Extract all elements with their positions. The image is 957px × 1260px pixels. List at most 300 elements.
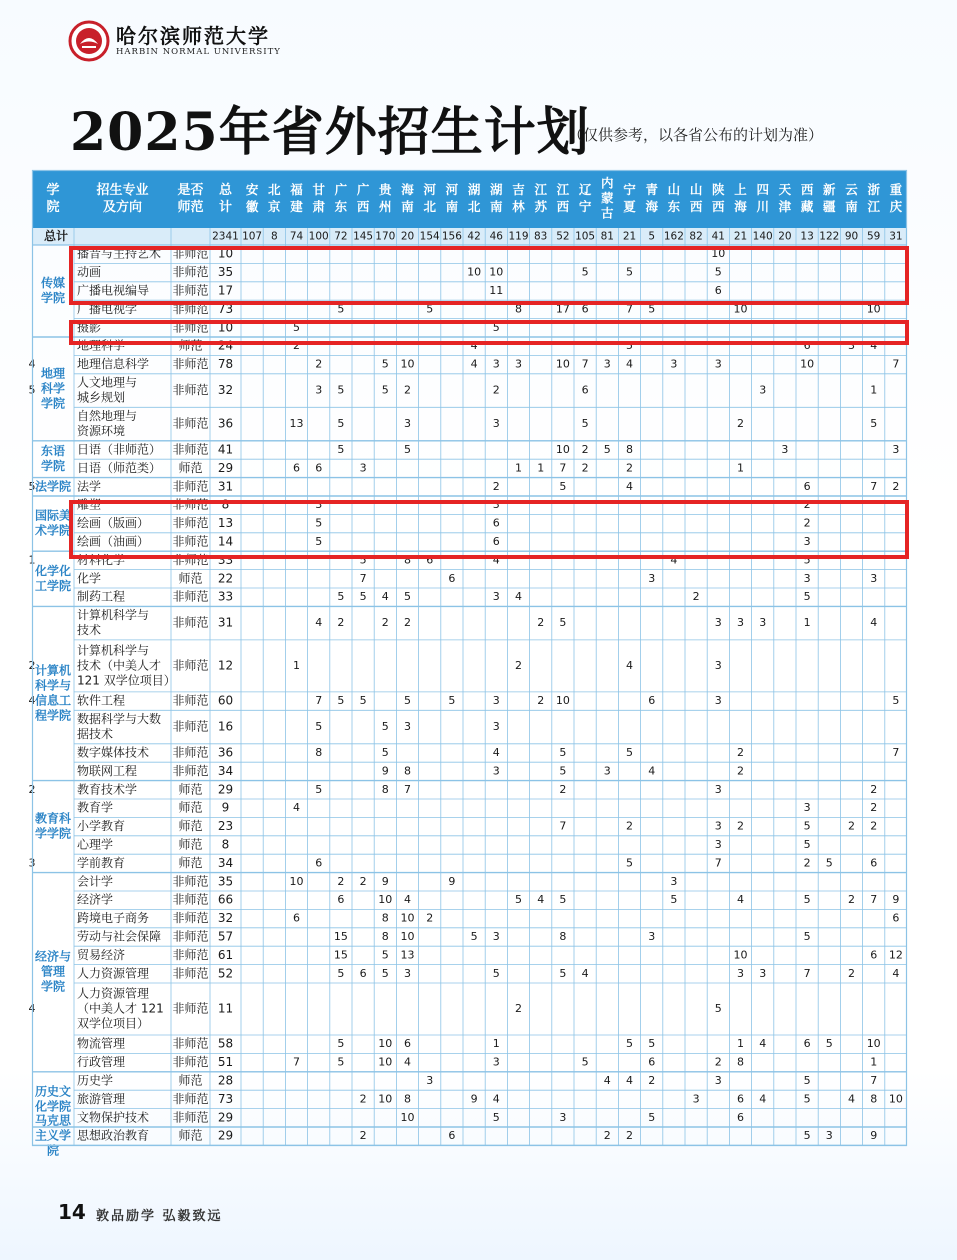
province-cell: 9 — [870, 1129, 878, 1143]
province-cell: 3 — [492, 590, 500, 604]
total-cell: 105 — [575, 230, 596, 243]
province-cell: 3 — [737, 616, 744, 630]
total-cell: 145 — [353, 230, 374, 243]
row-total: 66 — [217, 892, 234, 907]
province-cell: 3 — [492, 930, 500, 943]
major-name: 小学教育 — [77, 819, 126, 834]
province-cell: 5 — [626, 746, 633, 759]
province-cell: 7 — [892, 746, 900, 759]
province-cell: 4 — [315, 616, 323, 630]
province-cell: 7 — [803, 966, 811, 980]
province-cell: 8 — [737, 1055, 744, 1069]
column-header: 广 — [334, 182, 348, 197]
row-total: 36 — [217, 745, 234, 760]
major-name: 摄影 — [77, 320, 102, 335]
column-header: 陕 — [712, 182, 725, 197]
normal-type: 非师范 — [172, 320, 209, 335]
province-cell: 10 — [378, 1092, 393, 1106]
row-total: 16 — [217, 719, 234, 734]
major-name: 计算机科学与 — [77, 608, 150, 623]
row-total: 12 — [217, 658, 234, 673]
province-cell: 3 — [714, 1074, 722, 1087]
college-name: 东语 — [40, 444, 66, 459]
province-cell: 3 — [714, 616, 722, 630]
province-cell: 3 — [825, 1129, 833, 1143]
province-cell: 5 — [28, 479, 36, 493]
province-cell: 2 — [737, 764, 744, 778]
province-cell: 3 — [492, 720, 500, 734]
normal-type: 非师范 — [172, 552, 209, 567]
province-cell: 6 — [293, 461, 300, 475]
province-cell: 4 — [648, 764, 656, 778]
college-name: 化学化 — [34, 563, 72, 578]
province-cell: 5 — [492, 320, 500, 334]
normal-type: 非师范 — [172, 892, 209, 907]
column-header: 贵 — [379, 182, 392, 197]
total-cell: 100 — [308, 230, 329, 243]
major-name: 广播电视学 — [77, 301, 138, 316]
province-cell: 8 — [315, 746, 323, 759]
province-cell: 9 — [381, 764, 389, 778]
province-cell: 3 — [670, 357, 678, 371]
province-cell: 3 — [492, 1055, 500, 1069]
normal-type: 非师范 — [172, 265, 209, 280]
total-cell: 81 — [600, 230, 614, 243]
province-cell: 5 — [581, 265, 589, 279]
province-cell: 6 — [803, 479, 811, 493]
province-cell: 5 — [803, 1092, 811, 1106]
province-cell: 9 — [892, 893, 900, 907]
province-cell: 5 — [825, 1037, 833, 1051]
college-name: 科学与 — [34, 678, 72, 693]
province-cell: 2 — [426, 911, 434, 925]
column-header: 夏 — [623, 199, 636, 214]
normal-type: 师范 — [178, 571, 203, 586]
province-cell: 7 — [293, 1055, 300, 1069]
total-cell: 52 — [556, 230, 570, 243]
normal-type: 师范 — [178, 800, 203, 815]
column-header: 庆 — [889, 199, 903, 214]
column-header: 宁 — [623, 182, 636, 197]
column-header: 计 — [218, 200, 233, 215]
province-cell: 4 — [404, 1055, 411, 1069]
province-cell: 7 — [359, 571, 367, 585]
province-cell: 5 — [803, 553, 811, 567]
province-cell: 4 — [470, 339, 478, 353]
major-name: 121 双学位项目） — [77, 673, 176, 688]
province-cell: 3 — [803, 571, 811, 585]
row-total: 17 — [217, 283, 234, 298]
total-cell: 31 — [889, 230, 903, 243]
province-cell: 5 — [714, 265, 722, 279]
province-cell: 5 — [448, 694, 456, 708]
province-cell: 2 — [848, 966, 855, 980]
total-row-label: 总计 — [43, 229, 69, 243]
column-header: 招生专业 — [96, 183, 149, 198]
normal-type: 师范 — [178, 460, 203, 475]
row-total: 23 — [217, 819, 234, 834]
province-cell: 3 — [492, 357, 500, 371]
row-total: 57 — [217, 929, 234, 944]
province-cell: 3 — [714, 694, 722, 708]
province-cell: 5 — [337, 417, 345, 431]
province-cell: 5 — [381, 746, 389, 759]
normal-type: 师范 — [178, 855, 203, 870]
major-name: 化学 — [77, 571, 102, 586]
province-cell: 6 — [359, 966, 367, 980]
province-cell: 7 — [870, 893, 878, 907]
province-cell: 5 — [337, 302, 345, 316]
province-cell: 1 — [537, 461, 545, 475]
province-cell: 5 — [559, 893, 567, 907]
province-cell: 5 — [803, 590, 811, 604]
major-name: 教育学 — [77, 800, 114, 815]
province-cell: 5 — [293, 320, 300, 334]
province-cell: 10 — [489, 265, 504, 279]
province-cell: 3 — [870, 571, 878, 585]
column-header: 海 — [401, 182, 414, 197]
province-cell: 1 — [492, 1037, 500, 1051]
normal-type: 非师范 — [172, 1001, 209, 1016]
province-cell: 5 — [381, 357, 389, 371]
province-cell: 7 — [559, 819, 567, 833]
province-cell: 2 — [803, 856, 811, 870]
row-total: 9 — [221, 800, 230, 815]
highlight-box-photography — [69, 320, 909, 345]
province-cell: 7 — [626, 302, 633, 316]
row-total: 29 — [217, 782, 234, 797]
total-cell: 74 — [289, 230, 304, 243]
province-cell: 10 — [400, 1110, 415, 1124]
province-cell: 2 — [848, 819, 855, 833]
column-header: 是否 — [177, 183, 204, 198]
province-cell: 4 — [492, 553, 500, 567]
college-name: 传媒 — [40, 276, 66, 290]
province-cell: 5 — [870, 417, 878, 431]
province-cell: 6 — [448, 571, 456, 585]
column-header: 蒙 — [601, 190, 614, 206]
province-cell: 4 — [581, 966, 589, 980]
province-cell: 3 — [603, 764, 611, 778]
province-cell: 2 — [515, 658, 522, 672]
province-cell: 3 — [759, 616, 767, 630]
province-cell: 5 — [315, 720, 323, 734]
province-cell: 8 — [870, 1092, 878, 1106]
row-total: 8 — [221, 837, 230, 852]
normal-type: 师范 — [178, 819, 203, 834]
college-name: 学院 — [40, 979, 66, 994]
row-total: 31 — [217, 615, 234, 630]
major-name: 法学 — [77, 479, 102, 494]
normal-type: 非师范 — [172, 745, 209, 760]
total-cell: 20 — [400, 230, 415, 243]
total-cell: 83 — [534, 230, 548, 243]
province-cell: 5 — [603, 443, 611, 456]
province-cell: 8 — [626, 443, 633, 456]
total-cell: 5 — [648, 230, 656, 243]
highlight-box-fine-arts — [69, 497, 909, 559]
major-name: 播音与主持艺术 — [77, 246, 162, 261]
province-cell: 4 — [626, 479, 633, 493]
province-cell: 2 — [492, 383, 500, 397]
province-cell: 2 — [404, 616, 411, 630]
province-cell: 6 — [581, 302, 589, 316]
province-cell: 4 — [603, 1074, 611, 1087]
province-cell: 5 — [670, 893, 678, 907]
province-cell: 5 — [359, 694, 367, 708]
province-cell: 5 — [381, 948, 389, 962]
total-cell: 119 — [508, 230, 529, 243]
province-cell: 5 — [825, 856, 833, 870]
province-cell: 3 — [492, 764, 500, 778]
major-name: 人力资源管理 — [77, 966, 150, 981]
province-cell: 5 — [559, 764, 567, 778]
normal-type: 非师范 — [172, 911, 209, 926]
province-cell: 5 — [803, 838, 811, 851]
province-cell: 4 — [848, 1092, 855, 1106]
province-cell: 9 — [470, 1092, 478, 1106]
college-name: 工学院 — [34, 578, 72, 593]
column-header: 云 — [845, 182, 858, 197]
major-name: 学前教育 — [77, 855, 126, 870]
column-header: 师范 — [177, 200, 204, 215]
province-cell: 5 — [381, 720, 389, 734]
province-cell: 4 — [670, 553, 678, 567]
major-name: 经济学 — [77, 892, 114, 907]
college-name: 化学院 — [34, 1099, 72, 1114]
table-border — [33, 171, 907, 1146]
major-name: 历史学 — [77, 1073, 114, 1088]
province-cell: 13 — [400, 948, 415, 962]
province-cell: 5 — [404, 443, 411, 456]
province-cell: 10 — [378, 1037, 393, 1051]
province-cell: 3 — [28, 856, 36, 870]
column-header: 辽 — [578, 182, 592, 197]
province-cell: 10 — [800, 357, 815, 371]
province-cell: 7 — [714, 856, 722, 870]
major-name: 资源环境 — [77, 424, 126, 439]
college-name: 信息工 — [34, 693, 72, 708]
major-name: 技术（中美人才 — [77, 658, 162, 673]
column-header: 东 — [334, 199, 348, 214]
college-name: 经济与 — [34, 949, 72, 964]
province-cell: 5 — [515, 893, 522, 907]
normal-type: 非师范 — [172, 693, 209, 708]
column-header: 院 — [46, 200, 60, 215]
column-header: 古 — [601, 205, 614, 221]
row-total: 10 — [217, 320, 234, 335]
province-cell: 7 — [559, 461, 567, 475]
province-cell: 2 — [803, 498, 811, 512]
normal-type: 非师范 — [172, 442, 209, 457]
row-total: 41 — [217, 442, 234, 457]
province-cell: 4 — [537, 893, 545, 907]
total-cell: 13 — [800, 230, 814, 243]
province-cell: 8 — [381, 930, 389, 943]
college-name: 地理 — [40, 366, 66, 381]
normal-type: 师范 — [178, 837, 203, 852]
column-header: 川 — [756, 199, 769, 214]
column-header: 东 — [667, 199, 681, 214]
row-total: 73 — [217, 1091, 234, 1106]
province-cell: 17 — [555, 302, 570, 316]
column-header: 津 — [778, 199, 792, 214]
column-header: 西 — [800, 182, 814, 197]
college-name: 教育科 — [34, 811, 72, 826]
province-cell: 3 — [492, 498, 500, 512]
major-name: 数字媒体技术 — [77, 745, 150, 760]
province-cell: 5 — [559, 616, 567, 630]
province-cell: 6 — [648, 1055, 656, 1069]
province-cell: 5 — [559, 966, 567, 980]
row-total: 58 — [217, 1036, 234, 1051]
college-name: 学院 — [40, 396, 66, 411]
province-cell: 2 — [293, 339, 300, 353]
column-header: 学 — [46, 183, 60, 198]
column-header: 海 — [645, 199, 658, 214]
province-cell: 10 — [733, 302, 748, 316]
province-cell: 8 — [381, 782, 389, 796]
province-cell: 3 — [404, 720, 411, 734]
major-name: 人文地理与 — [77, 375, 138, 390]
major-name: （中美人才 121 — [77, 1001, 164, 1016]
province-cell: 2 — [537, 616, 545, 630]
row-total: 8 — [221, 497, 230, 512]
province-cell: 2 — [870, 801, 878, 815]
total-cell: 82 — [689, 230, 703, 243]
column-header: 江 — [867, 199, 880, 214]
column-header: 浙 — [867, 182, 880, 197]
column-header: 上 — [734, 182, 747, 197]
major-name: 地理信息科学 — [77, 357, 150, 372]
province-cell: 2 — [581, 443, 589, 456]
province-cell: 2 — [359, 874, 367, 888]
normal-type: 非师范 — [172, 383, 209, 398]
province-cell: 6 — [315, 856, 323, 870]
column-header: 肃 — [312, 199, 325, 214]
province-cell: 7 — [315, 694, 323, 708]
province-cell: 10 — [378, 893, 393, 907]
college-name: 马克思 — [34, 1113, 72, 1128]
major-name: 城乡规划 — [77, 390, 126, 405]
total-cell: 162 — [663, 230, 684, 243]
province-cell: 3 — [759, 383, 767, 397]
province-cell: 2 — [359, 1129, 367, 1143]
column-header: 山 — [667, 182, 681, 197]
province-cell: 4 — [870, 616, 878, 630]
province-cell: 3 — [359, 461, 367, 475]
province-cell: 6 — [293, 911, 300, 925]
normal-type: 非师范 — [172, 479, 209, 494]
province-cell: 1 — [28, 553, 36, 567]
major-name: 技术 — [77, 623, 102, 638]
college-name: 历史文 — [34, 1084, 72, 1099]
college-name: 学学院 — [34, 826, 72, 841]
total-cell: 46 — [489, 230, 503, 243]
major-name: 自然地理与 — [77, 409, 138, 424]
college-name: 计算机 — [34, 663, 72, 678]
college-name: 主义学 — [34, 1128, 72, 1143]
total-cell: 59 — [867, 230, 881, 243]
province-cell: 2 — [714, 1055, 722, 1069]
university-logo-icon — [68, 20, 110, 62]
province-cell: 10 — [467, 265, 482, 279]
province-cell: 4 — [626, 1074, 633, 1087]
province-cell: 5 — [648, 302, 656, 316]
column-header: 安 — [245, 182, 259, 197]
province-cell: 2 — [892, 479, 900, 493]
major-name: 旅游管理 — [77, 1091, 126, 1106]
total-cell: 72 — [334, 230, 348, 243]
province-cell: 4 — [492, 1092, 500, 1106]
province-cell: 10 — [711, 247, 726, 261]
province-cell: 5 — [803, 893, 811, 907]
total-cell: 154 — [419, 230, 440, 243]
province-cell: 10 — [888, 1092, 903, 1106]
province-cell: 2 — [737, 819, 744, 833]
province-cell: 5 — [359, 590, 367, 604]
province-cell: 6 — [737, 1092, 744, 1106]
province-cell: 4 — [381, 590, 389, 604]
normal-type: 非师范 — [172, 615, 209, 630]
province-cell: 10 — [555, 694, 570, 708]
province-cell: 4 — [892, 966, 900, 980]
province-cell: 2 — [803, 516, 811, 530]
total-cell: 41 — [711, 230, 725, 243]
province-cell: 5 — [404, 694, 411, 708]
major-name: 绘画（版画） — [77, 516, 150, 531]
province-cell: 5 — [337, 383, 345, 397]
major-name: 文物保护技术 — [77, 1110, 150, 1125]
province-cell: 3 — [315, 498, 323, 512]
province-cell: 4 — [28, 357, 36, 371]
row-total: 33 — [217, 552, 234, 567]
province-cell: 5 — [892, 694, 900, 708]
province-cell: 15 — [333, 930, 348, 943]
major-name: 数据科学与大数 — [77, 712, 162, 727]
major-name: 制药工程 — [77, 589, 126, 604]
major-name: 行政管理 — [77, 1055, 126, 1070]
province-cell: 6 — [870, 856, 878, 870]
province-cell: 6 — [581, 383, 589, 397]
major-name: 心理学 — [77, 837, 114, 852]
province-cell: 5 — [337, 1055, 345, 1069]
column-header: 内 — [601, 175, 614, 191]
column-header: 南 — [401, 199, 414, 214]
row-total: 29 — [217, 1110, 234, 1125]
college-name: 程学院 — [34, 708, 72, 723]
major-name: 会计学 — [77, 874, 114, 889]
province-cell: 6 — [426, 553, 434, 567]
province-cell: 2 — [359, 1092, 367, 1106]
column-header: 湖 — [490, 182, 503, 197]
province-cell: 3 — [404, 417, 411, 431]
province-cell: 3 — [559, 1110, 567, 1124]
province-cell: 5 — [714, 1002, 722, 1015]
column-header: 总 — [218, 183, 233, 198]
college-name: 学院 — [40, 459, 66, 474]
column-header: 山 — [689, 182, 703, 197]
province-cell: 5 — [648, 1037, 656, 1051]
province-cell: 2 — [492, 479, 500, 493]
province-cell: 4 — [870, 339, 878, 353]
province-cell: 5 — [803, 1129, 811, 1143]
normal-type: 非师范 — [172, 658, 209, 673]
column-header: 福 — [290, 182, 303, 197]
province-cell: 3 — [404, 966, 411, 980]
column-header: 及方向 — [102, 200, 143, 215]
province-cell: 6 — [448, 1129, 456, 1143]
